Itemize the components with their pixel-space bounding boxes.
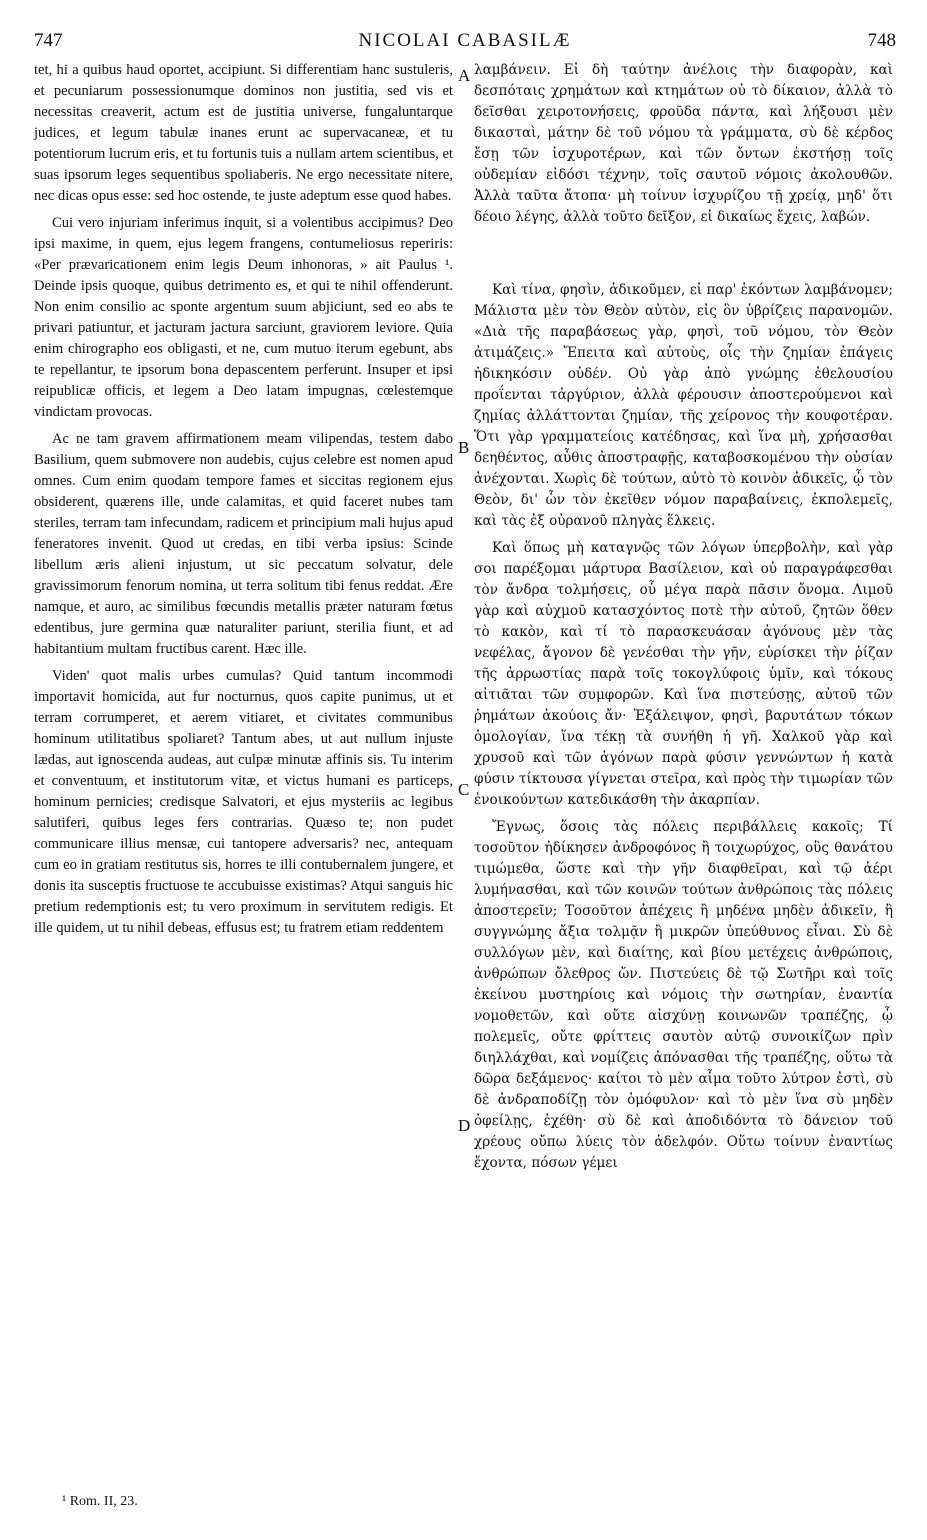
margin-letter-a: A: [458, 66, 471, 85]
greek-paragraph: Ἔγνως, ὅσοις τὰς πόλεις περιβάλλεις κακοῖς; Τί τοσοῦτον ἠδίκησεν ἀνδροφόνος ἢ τοιχωρύχος, οὓς θανάτου τιμώμεθα, ὥστε καὶ τὴν γῆν διαφθεῖραι, καὶ τῷ ἀέρι λυμήνασθαι, καὶ τῶν κοινῶν τούτων ἀνθρώποις τὰς πόλεις ἀποστερεῖν; Τοσοῦτον ἀπέχεις ἢ μηδένα μηδὲν ἀδικεῖν, ἢ συγγνώμης ἄξια τολμᾷν ἢ μικρῶν ὑπεύθυνος εἶναι. Σὺ δὲ συλλόγων μὲν, καὶ διαίτης, καὶ βίου μετέχεις ἀνθρώποις, ἀνθρώπων ὄλεθρος ὤν. Πιστεύεις δὲ τῷ Σωτῆρι καὶ τοῖς ἐκείνου μυστηρίοις καὶ νόμοις τὴν σωτηρίαν, ἐναντία νομοθετῶν, καὶ οὔτε αἰσχύνῃ κοινωνῶν τραπέζης, ᾧ πολεμεῖς, οὔτε φρίττεις σαυτὸν αὐτῷ συνοικίζων πρὶν διηλλάχθαι, καὶ νομίζεις ἀπόνασθαι τῆς τραπέζης, οὕτω τὰ δῶρα δεξάμενος· καίτοι τὸ μὲν αἷμα τοῦτο λύτρον ἐστὶ, σὺ δὲ ἀνδραποδίζῃ τὸν ὁμόφυλον· καὶ τὸ μὲν ἵνα σὺ μηδὲν ὀφείλῃς, ἐχέθη· σὺ δὲ καὶ ἀποδιδόντα τὸ δάνειον τοῦ χρέους οὔπω λύεις τὸν ἀδελφόν. Οὕτω τοίνυν ἐναντίως ἔχοντα, πόσων γέμει: [474, 819, 893, 1171]
running-header: [34, 30, 896, 56]
greek-column: [474, 60, 893, 1180]
margin-letter-c: C: [458, 780, 470, 799]
footnote: ¹ Rom. II, 23.: [62, 1494, 138, 1509]
latin-paragraph: Viden' quot malis urbes cumulas? Quid tantum incommodi importavit homicida, aut fur nocturnus, quos capite punimus, ut et terram corrumperet, et aerem vitiaret, et civitates communibus hominum utilitatibus spoliaret? Tantum abes, ut aut nullum injuste lædas, aut ignoscenda audeas, aut culpæ minutæ affinis sis. Tu interim et conventuum, et institutorum vitæ, et victus humani es particeps, hominum pernicies; credisque Salvatori, et ejus mysteriis ac legibus salutiferi, quibus leges fers contrarias. Quæso te; non pudet communicare illius mensæ, cui tantopere adversaris? nec, antequam cum eo in gratiam restitutus sis, horres te illi contubernalem jungere, et donis ita susceptis fructuose te accubuisse existimas? Atqui sanguis hic pretium redemptionis est; tu vero proximum in servitutem redigis. Et ille quidem, ut tu nihil debeas, effusus est; tu fratrem etiam reddentem: [34, 668, 453, 936]
greek-paragraph: Καὶ τίνα, φησὶν, ἀδικοῦμεν, εἰ παρ' ἑκόντων λαμβάνομεν; Μάλιστα μὲν τὸν Θεὸν αὐτὸν, εἰς ὃν ὑβρίζεις παρανομῶν. «Διὰ τῆς παραβάσεως γὰρ, φησὶ, τοῦ νόμου, τὸν Θεὸν ἀτιμάζεις.» Ἔπειτα καὶ αὐτοὺς, οἷς τὴν ζημίαν ἐπάγεις ἠδικηκόσιν οὐδέν. Οὐ γὰρ ἀπὸ γνώμης ἐθελουσίου προΐενται τἀργύριον, ἀλλὰ φέρουσιν ἀποστερούμενοι καὶ ζημίας ἀλλάττονται ζημίαν, τῆς χείρονος τὴν κουφοτέραν. Ὅτι γὰρ γραμματείοις κατέδησας, καὶ ἵνα μὴ, χρήσασθαι δεηθέντος, αὖθις ἀποστραφῇς, καταβοσκομένου τὴν οὐσίαν ἀνέχονται. Χωρὶς δὲ τούτων, αὐτὸ τὸ κοινὸν ἀδικεῖς, ᾧ τὸν Θεὸν, δι' ὧν τὸν ἐκεῖθεν νόμον παραβαίνεις, ἐκπολεμεῖς, καὶ τὰς ἐξ οὐρανοῦ πληγὰς ἕλκεις.: [474, 282, 893, 529]
margin-letter-b: B: [458, 438, 470, 457]
latin-paragraph: tet, hi a quibus haud oportet, accipiunt. Si differentiam hanc sustuleris, et pecuniarum possessionumque dominos non justitia, sed vis et necessitas creaverit, actum est de justitia universe, fungaluntarque judices, et legum tabulæ inanes erunt ac supervacaneæ, et tu potentiorum lucrum eris, et tu fortunis tuis a nullam artem scientibus, et suas ipsorum leges sequentibus spoliaberis. Ne ergo necessitate nitere, nec dicas opus esse: sed hoc ostende, te juste adeptum esse quod habes.: [34, 62, 453, 204]
greek-paragraph: Καὶ ὅπως μὴ καταγνῷς τῶν λόγων ὑπερβολὴν, καὶ γὰρ σοι παρέξομαι μάρτυρα Βασίλειον, καὶ οὐ παραγράφεσθαι τὸν ἄνδρα τολμήσεις, οὗ μέγα παρὰ πᾶσιν ὄνομα. Λιμοῦ γὰρ καὶ αὐχμοῦ κατασχόντος ποτὲ τὴν αὐτοῦ, ζητῶν ὅθεν τὸ κακὸν, καὶ τί τὸ παρασκευάσαν ἀγόνους μὲν τὰς νεφέλας, ἄγονον δὲ γενέσθαι τὴν γῆν, εὑρίσκει τὴν ῥίζαν τῆς ἀρρωστίας παρὰ τοῖς τοκογλύφοις ὑμῖν, καὶ τόκους αἰτιᾶται τῶν συμφορῶν. Καὶ ἵνα πιστεύσῃς, αὐτοῦ τῶν ῥημάτων ἀκούοις ἄν· Ἐξάλειψον, φησὶ, βαρυτάτων τόκων ὁμολογίαν, ἵνα τέκῃ τὰ συνήθη ἡ γῆ. Χαλκοῦ γὰρ καὶ χρυσοῦ καὶ τῶν ἀγόνων παρὰ φύσιν γεννώντων ἡ κατὰ φύσιν τίκτουσα γίγνεται στεῖρα, καὶ πρὸς τὴν τιμωρίαν τῶν ἐνοικούντων κατεδικάσθη τὴν ἀκαρπίαν.: [474, 540, 893, 808]
latin-paragraph: Cui vero injuriam inferimus inquit, si a volentibus accipimus? Deo ipsi maxime, in quem, ejus legem frangens, contumeliosus reperiris: «Per prævaricationem enim legis Deum inhonoras, » ait Paulus ¹. Deinde ipsis quoque, quibus detrimento es, et qui te nihil offenderunt. Non enim consilio ac sponte argentum suum abjiciunt, sed eo abs te privari patiuntur, et jacturam jactura sarciunt, graviorem leviore. Quia enim chirographo eos obligasti, et ne, cum mutuo iterum egebunt, abs te repellantur, te ipsorum bona depascentem perferunt. Insuper et ipsi reipublicæ officis, et legem a Deo latam impugnas, cœlestemque vindictam provocas.: [34, 215, 453, 420]
right-page-number: 748: [867, 30, 896, 51]
running-title: NICOLAI CABASILÆ: [358, 30, 572, 51]
latin-column: [34, 60, 453, 945]
greek-paragraph: λαμβάνειν. Εἰ δὴ ταύτην ἀνέλοις τὴν διαφορὰν, καὶ δεσπόταις χρημάτων καὶ κτημάτων οὐ τὸ δίκαιον, ἀλλὰ τὸ δεῖσθαι χειροτονήσεις, φροῦδα πάντα, καὶ λήξουσι μὲν δικασταὶ, μάτην δὲ τοῦ νόμου τὰ γράμματα, σὺ δὲ κέρδος ἔσῃ τῶν ἰσχυροτέρων, καὶ τῶν ὄντων ἐκστήσῃ τοῖς οὐδεμίαν εἰδόσι τέχνην, τοῖς σαυτοῦ νόμοις ἀκολουθῶν. Ἀλλὰ ταῦτα ἄτοπα· μὴ τοίνυν ἰσχυρίζου τῇ χρείᾳ, μηδ' ὅτι δέοιο λέγης, ἀλλὰ τοῦτο δεῖξον, εἰ δικαίως ἔχεις, λαβών.: [474, 62, 893, 225]
latin-paragraph: Ac ne tam gravem affirmationem meam vilipendas, testem dabo Basilium, quem submovere non audebis, cujus celebre est nomen apud omnes. Cum enim quodam tempore fames et siccitas regionem ejus obsiderent, quærens ille, unde calamitas, et quid faceret nubes tam steriles, terram tam infecundam, radicem et principium mali hujus apud feneratores invenit. Quod ut credas, en tibi verba ipsius: Scinde libellum æris alieni injustum, ut sic peccatum solvatur, dele gravissimorum fenorum nomina, ut terra solitum tibi fenus reddat. Ære namque, et auro, ac similibus fœcundis metallis præter naturam fœtus edentibus, jure germina quæ naturaliter pariunt, sterilia fiunt, et ad habitantium multam fructibus carent. Hæc ille.: [34, 431, 453, 657]
margin-letter-d: D: [458, 1116, 471, 1135]
left-page-number: 747: [34, 30, 63, 51]
